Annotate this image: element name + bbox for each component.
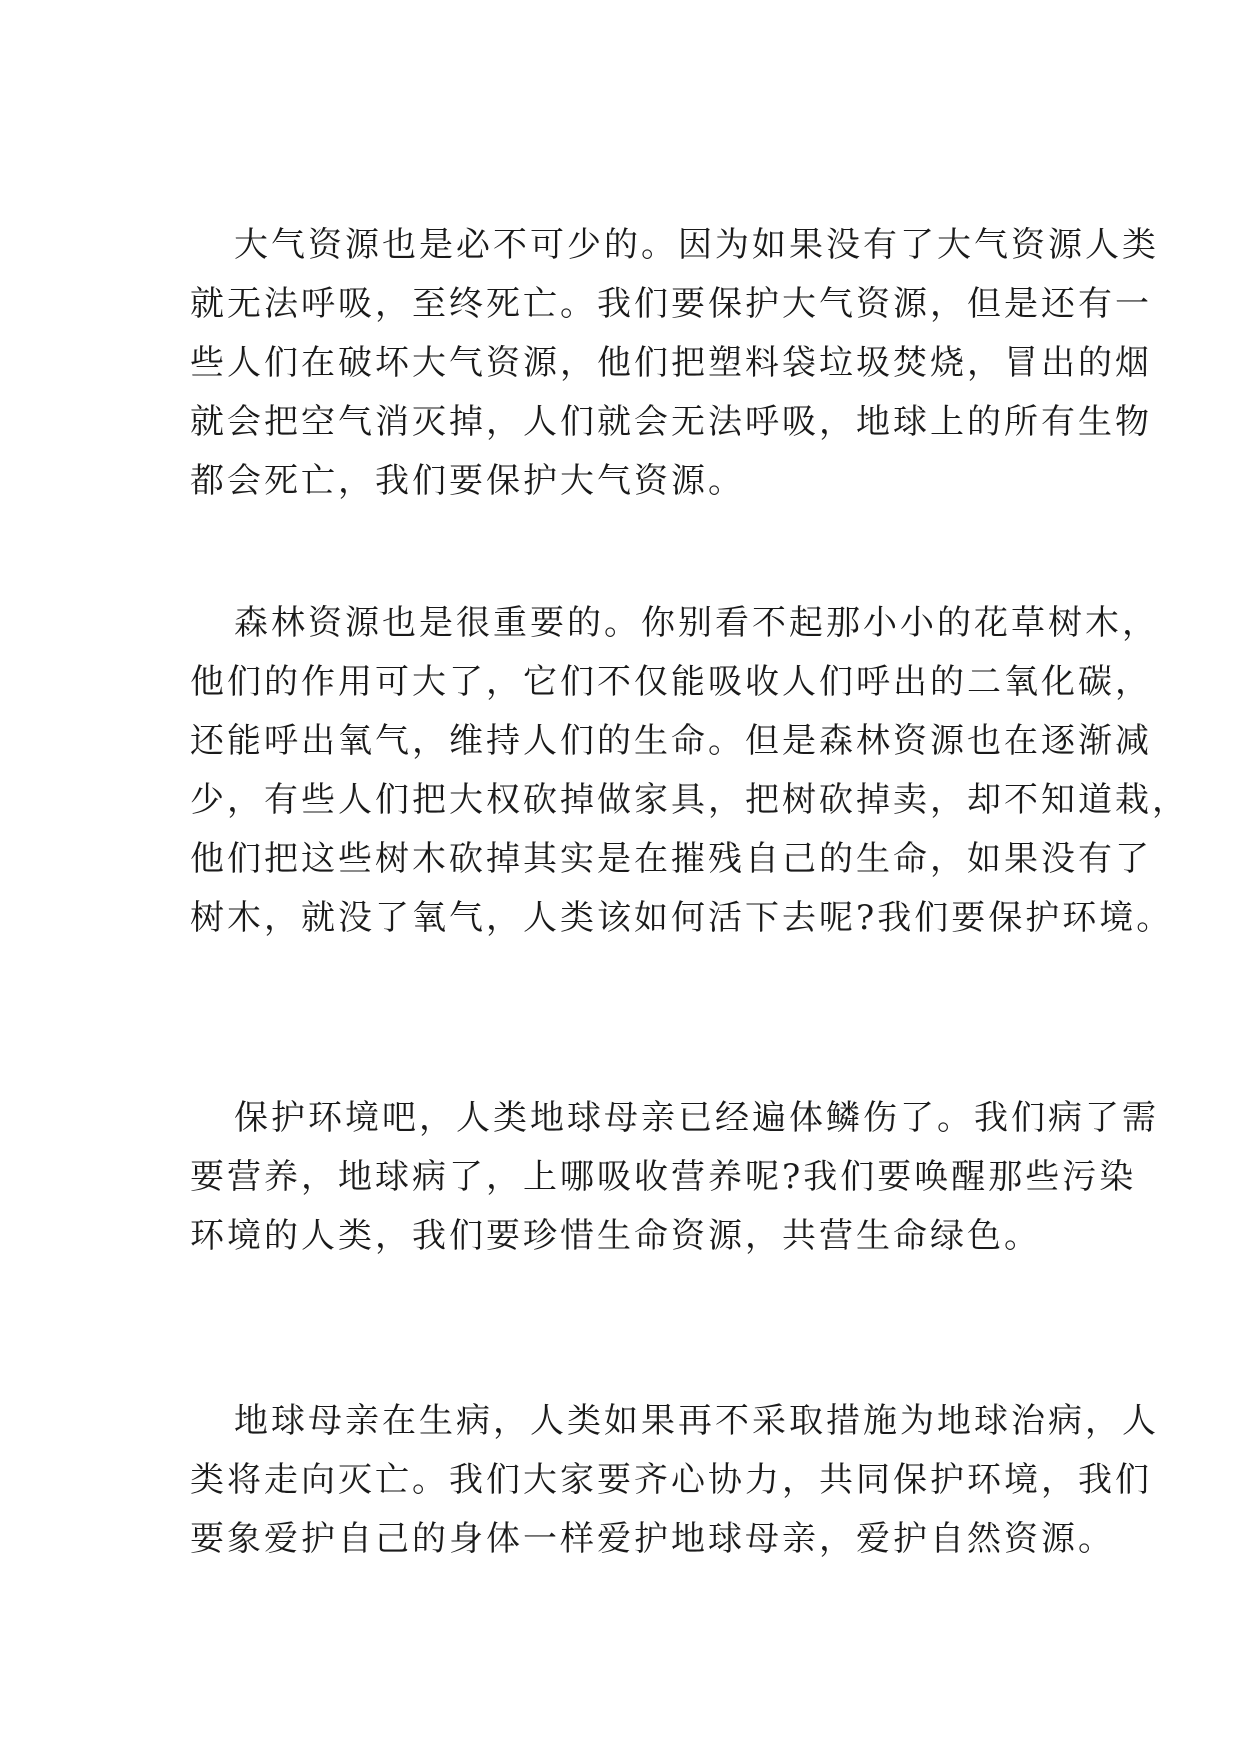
paragraph-line: 要象爱护自己的身体一样爱护地球母亲，爱护自然资源。 bbox=[190, 1519, 1115, 1559]
paragraph-line: 保护环境吧，人类地球母亲已经遍体鳞伤了。我们病了需 bbox=[234, 1098, 1159, 1138]
paragraph-line: 地球母亲在生病，人类如果再不采取措施为地球治病，人 bbox=[234, 1401, 1159, 1441]
paragraph-line: 要营养，地球病了，上哪吸收营养呢?我们要唤醒那些污染 bbox=[190, 1157, 1137, 1197]
paragraph-line: 少，有些人们把大权砍掉做家具，把树砍掉卖，却不知道栽， bbox=[190, 780, 1189, 820]
paragraph-line: 都会死亡，我们要保护大气资源。 bbox=[190, 461, 745, 501]
paragraph-line: 类将走向灭亡。我们大家要齐心协力，共同保护环境，我们 bbox=[190, 1460, 1152, 1500]
paragraph-mother-earth bbox=[190, 1392, 1159, 1569]
paragraph-line: 树木，就没了氧气，人类该如何活下去呢?我们要保护环境。 bbox=[190, 898, 1174, 938]
paragraph-line: 他们把这些树木砍掉其实是在摧残自己的生命，如果没有了 bbox=[190, 839, 1152, 879]
paragraph-forest bbox=[190, 594, 1189, 948]
paragraph-line: 他们的作用可大了，它们不仅能吸收人们呼出的二氧化碳， bbox=[190, 662, 1152, 702]
paragraph-protect-environment bbox=[190, 1089, 1159, 1266]
paragraph-line: 环境的人类，我们要珍惜生命资源，共营生命绿色。 bbox=[190, 1216, 1041, 1256]
paragraph-line: 森林资源也是很重要的。你别看不起那小小的花草树木， bbox=[234, 603, 1159, 643]
paragraph-line: 大气资源也是必不可少的。因为如果没有了大气资源人类 bbox=[234, 225, 1159, 265]
paragraph-atmosphere bbox=[190, 216, 1159, 511]
paragraph-line: 些人们在破坏大气资源，他们把塑料袋垃圾焚烧，冒出的烟 bbox=[190, 343, 1152, 383]
paragraph-line: 还能呼出氧气，维持人们的生命。但是森林资源也在逐渐减 bbox=[190, 721, 1152, 761]
paragraph-line: 就无法呼吸，至终死亡。我们要保护大气资源，但是还有一 bbox=[190, 284, 1152, 324]
paragraph-line: 就会把空气消灭掉，人们就会无法呼吸，地球上的所有生物 bbox=[190, 402, 1152, 442]
